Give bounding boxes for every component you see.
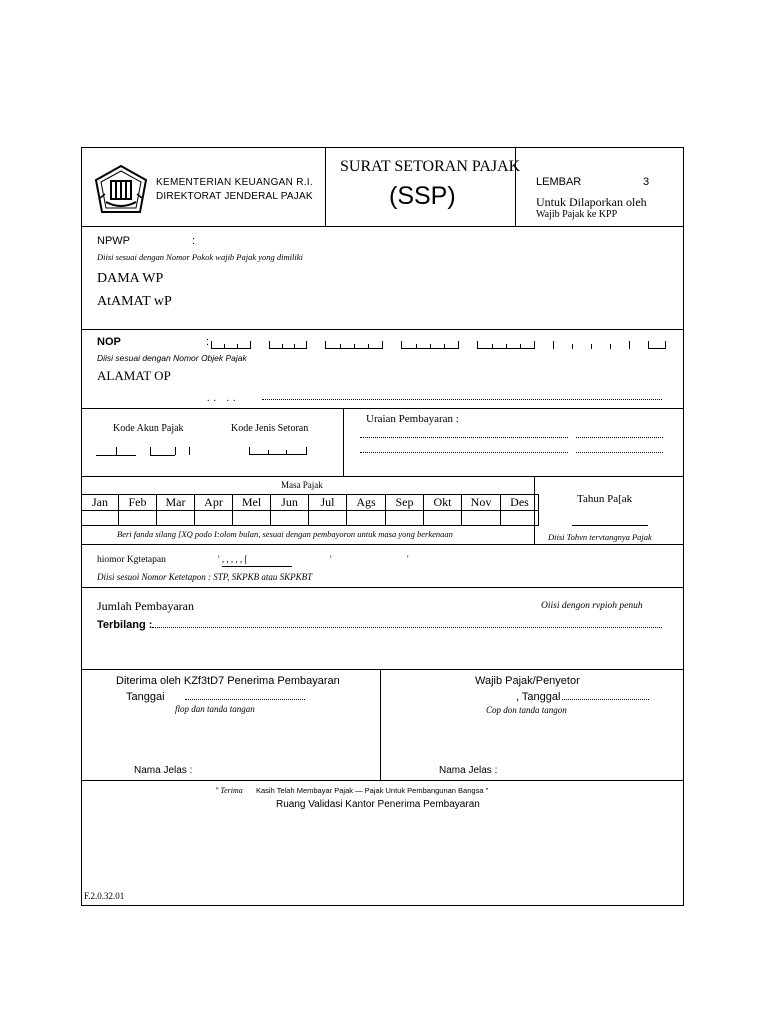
month-feb: Feb bbox=[119, 495, 157, 511]
uraian-line-2a[interactable] bbox=[360, 452, 568, 453]
object-address-small-dots: .. .. bbox=[207, 393, 240, 404]
account-bottom-line bbox=[81, 476, 684, 477]
month-ags: Ags bbox=[347, 495, 386, 511]
month-check-cell[interactable] bbox=[424, 511, 462, 526]
lembar-number: 3 bbox=[643, 176, 650, 188]
payer-nama-label: Nama Jelas : bbox=[439, 765, 498, 776]
npwp-hint: Diisi sesuai dengan Nomor Pokok wajib Pajak yong dimiliki bbox=[97, 252, 303, 262]
ketetapan-mark-c: ' bbox=[407, 554, 409, 564]
ketetapan-marks: ' , , , , , [ bbox=[218, 554, 248, 564]
ketetapan-bottom-line bbox=[81, 587, 684, 588]
months-table bbox=[81, 494, 539, 526]
nop-mark bbox=[591, 344, 592, 349]
npwp-colon: : bbox=[192, 235, 196, 247]
receiver-nama-label: Nama Jelas : bbox=[134, 765, 193, 776]
uraian-line-1a[interactable] bbox=[360, 437, 568, 438]
taxpayer-address-label: AtAMAT wP bbox=[97, 294, 172, 309]
terbilang-label: Terbilang : bbox=[97, 619, 153, 631]
taxpayer-name-label: DAMA WP bbox=[97, 271, 164, 286]
period-bottom-line bbox=[81, 544, 684, 545]
form-title: SURAT SETORAN PAJAK bbox=[340, 158, 521, 175]
month-okt: Okt bbox=[424, 495, 462, 511]
payment-bottom-line bbox=[81, 669, 684, 670]
receiver-tanggal-label: Tanggai bbox=[126, 691, 165, 703]
receiver-hint: flop dan tanda tangan bbox=[175, 704, 255, 714]
month-jan: Jan bbox=[82, 495, 119, 511]
month-nov: Nov bbox=[462, 495, 501, 511]
month-check-cell[interactable] bbox=[233, 511, 271, 526]
tahun-hint: Diisi Tohvn tervtangnya Pajak bbox=[548, 532, 652, 542]
thanks-message: Kasih Telah Membayar Pajak — Pajak Untuk Pembangunan Bangsa " bbox=[256, 786, 489, 795]
month-mar: Mar bbox=[157, 495, 195, 511]
month-jul: Jul bbox=[309, 495, 347, 511]
lembar-note-1: Untuk Dilaporkan oleh bbox=[536, 195, 647, 209]
kode-jenis-label: Kode Jenis Setoran bbox=[231, 423, 309, 434]
nop-segment[interactable] bbox=[648, 341, 666, 349]
nop-hint: Diisi sesuai dengan Nomor Objek Pajak bbox=[97, 353, 247, 363]
jumlah-label: Jumlah Pembayaran bbox=[97, 599, 194, 613]
directorate-name: DIREKTORAT JENDERAL PAJAK bbox=[156, 191, 313, 202]
payer-hint: Cop don tanda tangon bbox=[486, 705, 567, 715]
ketetapan-label: hiomor Kgtetapan bbox=[97, 555, 166, 565]
month-check-cell[interactable] bbox=[462, 511, 501, 526]
uraian-label: Uraian Pembayaran : bbox=[366, 413, 459, 425]
month-hint: Beri fanda silang [XQ podo I:olom bulan, sesuai dengan pembayoron untuk masa yong berkenaan bbox=[117, 529, 453, 539]
receiver-tanggal-line[interactable] bbox=[185, 699, 305, 700]
header-divider-1 bbox=[325, 147, 326, 226]
month-sep: Sep bbox=[386, 495, 424, 511]
nop-mark bbox=[572, 344, 573, 349]
object-bottom-line bbox=[81, 408, 684, 409]
ketetapan-hint: Diisi sesuoi Nomor Ketetapon : STP, SKPKB atau SKPKBT bbox=[97, 572, 313, 582]
account-divider bbox=[343, 408, 344, 476]
object-address-label: ALAMAT OP bbox=[97, 368, 171, 383]
month-check-cell[interactable] bbox=[195, 511, 233, 526]
form-abbr: (SSP) bbox=[389, 182, 456, 210]
nop-segment[interactable] bbox=[477, 341, 535, 349]
lembar-label: LEMBAR bbox=[536, 176, 582, 188]
payer-tanggal-label: , Tanggal bbox=[516, 691, 561, 703]
nop-label: NOP bbox=[97, 336, 121, 348]
nop-mark bbox=[553, 341, 554, 349]
receiver-title: Diterima oleh KZf3tD7 Penerima Pembayaran bbox=[116, 675, 340, 687]
signature-bottom-line bbox=[81, 780, 684, 781]
tahun-label: Tahun Pa[ak bbox=[577, 493, 633, 505]
payer-title: Wajib Pajak/Penyetor bbox=[475, 675, 580, 687]
months-check-row bbox=[82, 511, 539, 526]
uraian-line-1b[interactable] bbox=[576, 437, 663, 438]
lembar-note-2: Wajib Pajak ke KPP bbox=[536, 209, 618, 220]
month-mel: Mel bbox=[233, 495, 271, 511]
masa-label: Masa Pajak bbox=[281, 480, 323, 490]
signature-divider bbox=[380, 669, 381, 780]
month-apr: Apr bbox=[195, 495, 233, 511]
uraian-line-2b[interactable] bbox=[576, 452, 663, 453]
month-check-cell[interactable] bbox=[309, 511, 347, 526]
month-check-cell[interactable] bbox=[157, 511, 195, 526]
taxpayer-bottom-line bbox=[81, 329, 684, 330]
nop-segment[interactable] bbox=[325, 341, 383, 349]
npwp-label: NPWP bbox=[97, 235, 130, 247]
months-header-row bbox=[82, 495, 539, 511]
month-des: Des bbox=[501, 495, 539, 511]
kode-jenis-input[interactable] bbox=[249, 447, 307, 455]
payer-tanggal-line[interactable] bbox=[562, 699, 649, 700]
validation-label: Ruang Validasi Kantor Penerima Pembayaran bbox=[276, 799, 480, 810]
month-check-cell[interactable] bbox=[271, 511, 309, 526]
ketetapan-input-line[interactable] bbox=[222, 566, 292, 567]
kode-akun-label: Kode Akun Pajak bbox=[113, 423, 184, 434]
month-check-cell[interactable] bbox=[347, 511, 386, 526]
nop-segment[interactable] bbox=[269, 341, 307, 349]
ministry-emblem-icon bbox=[92, 164, 150, 218]
nop-colon: : bbox=[206, 336, 210, 348]
month-check-cell[interactable] bbox=[386, 511, 424, 526]
ketetapan-mark-b: ' bbox=[330, 554, 332, 564]
header-bottom-line bbox=[81, 226, 684, 227]
thanks-prefix: " Terima bbox=[215, 786, 243, 795]
nop-segment[interactable] bbox=[211, 341, 251, 349]
form-code: F.2.0.32.01 bbox=[84, 891, 125, 901]
month-check-cell[interactable] bbox=[501, 511, 539, 526]
jumlah-hint: Oiisi dengon rvpioh penuh bbox=[541, 601, 643, 611]
terbilang-line[interactable] bbox=[152, 627, 662, 628]
month-jun: Jun bbox=[271, 495, 309, 511]
object-address-line[interactable] bbox=[262, 399, 662, 400]
nop-mark bbox=[610, 344, 611, 349]
month-check-cell[interactable] bbox=[82, 511, 119, 526]
tahun-input-line[interactable] bbox=[572, 525, 648, 526]
month-check-cell[interactable] bbox=[119, 511, 157, 526]
ministry-name: KEMENTERIAN KEUANGAN R.I. bbox=[156, 177, 313, 188]
nop-mark bbox=[629, 341, 630, 349]
nop-segment[interactable] bbox=[401, 341, 459, 349]
